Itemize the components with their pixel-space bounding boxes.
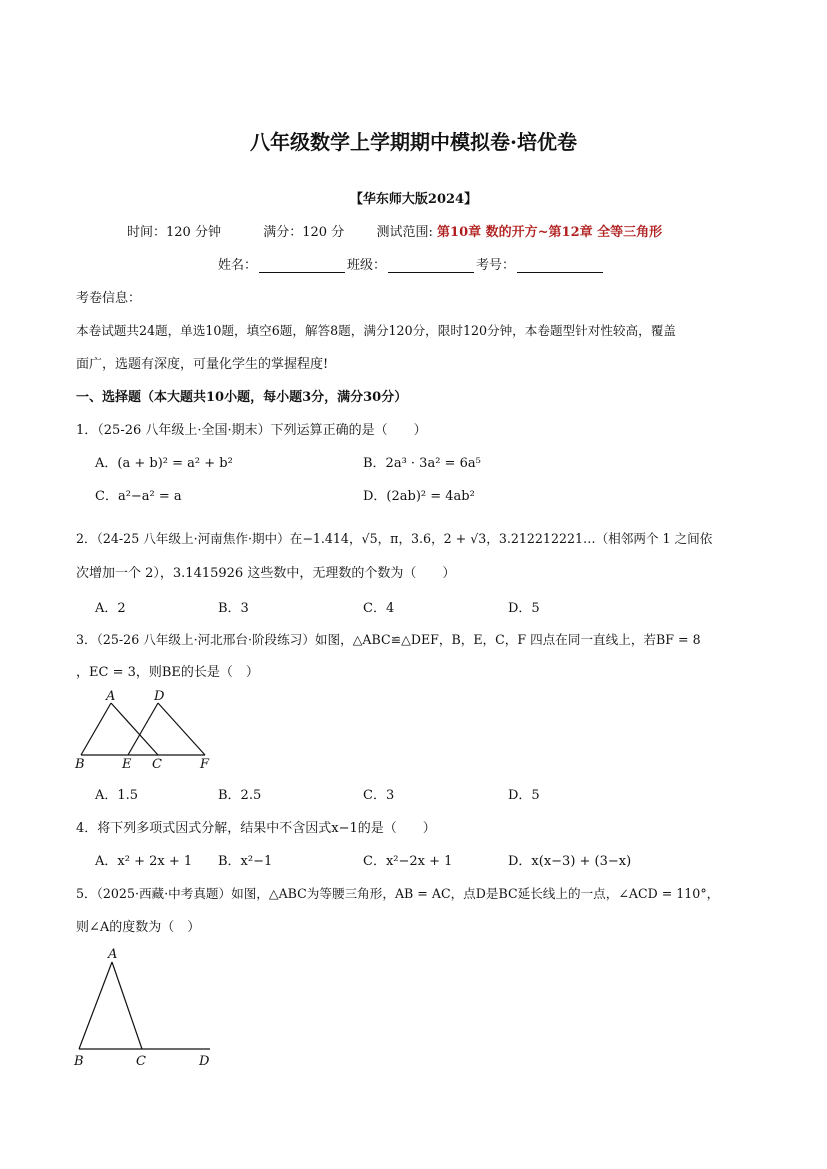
exam-meta: [127, 221, 662, 240]
info-line-2: 面广，选题有深度，可量化学生的掌握程度!: [76, 357, 329, 372]
q4-stem: 4．将下列多项式因式分解，结果中不含因式x−1的是（ ）: [76, 821, 436, 836]
range-value: 第10章 数的开方~第12章 全等三角形: [437, 225, 663, 240]
q4-option-c[interactable]: C．x²−2x + 1: [363, 854, 453, 869]
q5-label-a: A: [108, 947, 118, 962]
q2-option-b[interactable]: B．3: [218, 601, 249, 616]
q3-line-ac: [111, 703, 158, 755]
student-info-row: [218, 254, 605, 273]
q3-figure: [72, 688, 222, 782]
q4-option-d[interactable]: D．x(x−3) + (3−x): [508, 854, 632, 869]
time-label: 时间：: [127, 225, 167, 240]
q3-option-a[interactable]: A．1.5: [95, 788, 139, 803]
q5-label-d: D: [199, 1054, 210, 1069]
q3-option-c[interactable]: C．3: [363, 788, 395, 803]
q3-label-a: A: [106, 689, 116, 704]
info-line-1: 本卷试题共24题，单选10题，填空6题，解答8题，满分120分，限时120分钟，本卷题型针对性较高，覆盖: [76, 323, 676, 338]
q3-line-1: 3．（25-26 八年级上·河北邢台·阶段练习）如图，△ABC≌△DEF，B，E，C，F 四点在同一直线上，若BF = 8: [76, 632, 701, 647]
range-label: 测试范围:: [376, 225, 433, 240]
score-value: 120 分: [302, 225, 345, 240]
q5-label-c: C: [136, 1054, 146, 1069]
q5-line-1: 5．（2025·西藏·中考真题）如图，△ABC为等腰三角形，AB = AC，点D是BC延长线上的一点，∠ACD = 110°，: [76, 886, 720, 901]
q3-line-df: [158, 703, 205, 755]
q3-label-b: B: [75, 757, 85, 772]
page-title: 八年级数学上学期期中模拟卷·培优卷: [250, 130, 577, 154]
q1-option-c[interactable]: C．a²−a² = a: [95, 489, 182, 504]
q1-stem: 1．（25-26 八年级上·全国·期末）下列运算正确的是（ ）: [76, 423, 427, 438]
q2-option-a[interactable]: A．2: [95, 601, 126, 616]
q2-line-2: 次增加一个 2），3.1415926 这些数中，无理数的个数为（ ）: [76, 566, 456, 581]
q1-option-a[interactable]: A．(a + b)² = a² + b²: [95, 456, 233, 471]
section-heading: 一、选择题（本大题共10小题，每小题3分，满分30分）: [76, 390, 408, 405]
q4-option-b[interactable]: B．x²−1: [218, 854, 273, 869]
q2-option-c[interactable]: C．4: [363, 601, 395, 616]
q3-option-d[interactable]: D．5: [508, 788, 540, 803]
q3-label-e: E: [122, 757, 132, 772]
q3-option-b[interactable]: B．2.5: [218, 788, 262, 803]
q5-line-ab: [79, 962, 112, 1049]
q1-option-b[interactable]: B．2a³ · 3a² = 6a⁵: [363, 456, 481, 471]
q3-label-d: D: [154, 689, 165, 704]
id-label: 考号：: [476, 258, 516, 273]
q2-line-1: 2．（24-25 八年级上·河南焦作·期中）在−1.414，√5，π，3.6，2 + √3，3.212212221…（相邻两个 1 之间依: [76, 531, 713, 546]
q3-line-ed: [128, 703, 158, 755]
q2-option-d[interactable]: D．5: [508, 601, 540, 616]
info-heading: 考卷信息：: [76, 291, 142, 306]
time-value: 120 分钟: [166, 225, 221, 240]
q3-line-ab: [81, 703, 111, 755]
q3-label-c: C: [152, 757, 162, 772]
edition-label: 【华东师大版2024】: [349, 192, 478, 207]
q5-figure: [70, 943, 220, 1077]
q3-label-f: F: [200, 757, 210, 772]
name-blank[interactable]: [259, 260, 345, 273]
q5-line-ac: [112, 962, 142, 1049]
class-label: 班级：: [347, 258, 387, 273]
id-blank[interactable]: [517, 260, 603, 273]
class-blank[interactable]: [388, 260, 474, 273]
q3-line-2: ，EC = 3，则BE的长是（ ）: [76, 665, 259, 680]
q4-option-a[interactable]: A．x² + 2x + 1: [95, 854, 193, 869]
name-label: 姓名：: [218, 258, 258, 273]
score-label: 满分：: [263, 225, 303, 240]
q5-line-2: 则∠A的度数为（ ）: [76, 920, 201, 935]
q1-option-d[interactable]: D．(2ab)² = 4ab²: [363, 489, 475, 504]
q5-label-b: B: [74, 1054, 84, 1069]
